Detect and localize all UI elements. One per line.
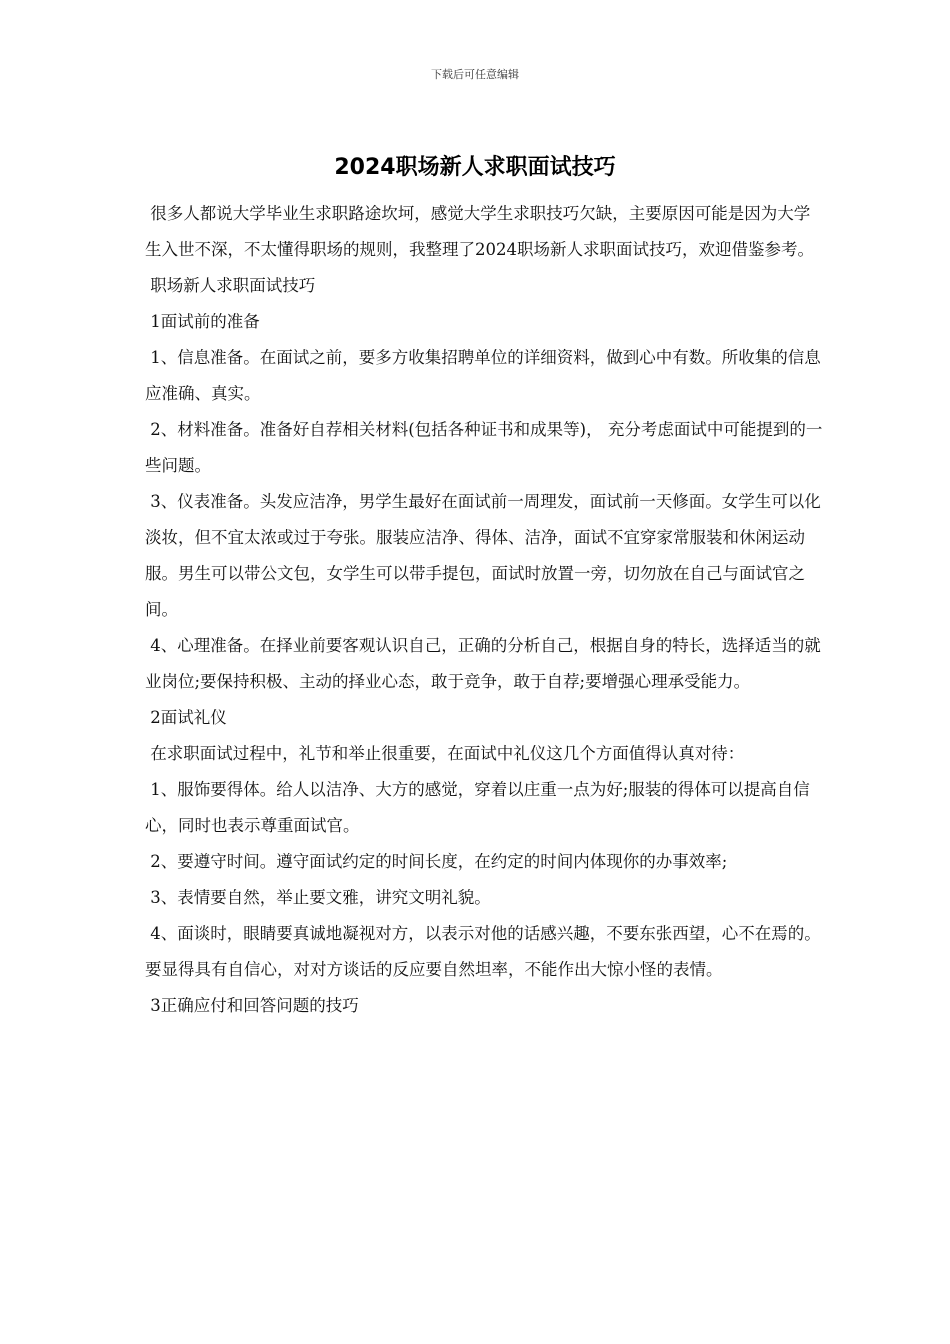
subsection-heading: 3正确应付和回答问题的技巧 [145, 996, 359, 1015]
body-paragraph: 在求职面试过程中，礼节和举止很重要，在面试中礼仪这几个方面值得认真对待： [145, 744, 745, 763]
intro-paragraph: 很多人都说大学毕业生求职路途坎坷，感觉大学生求职技巧欠缺，主要原因可能是因为大学生入世不深，不太懂得职场的规则，我整理了2024职场新人求职面试技巧，欢迎借鉴参考。 [145, 204, 814, 259]
body-paragraph: 2、要遵守时间。遵守面试约定的时间长度，在约定的时间内体现你的办事效率; [145, 852, 728, 871]
body-paragraph: 4、面谈时，眼睛要真诚地凝视对方，以表示对他的话感兴趣，不要东张西望，心不在焉的。要显得具有自信心，对对方谈话的反应要自然坦率，不能作出大惊小怪的表情。 [145, 924, 821, 979]
subsection-heading: 2面试礼仪 [145, 708, 227, 727]
body-paragraph: 3、仪表准备。头发应洁净，男学生最好在面试前一周理发，面试前一天修面。女学生可以化淡妆，但不宜太浓或过于夸张。服装应洁净、得体、洁净，面试不宜穿家常服装和休闲运动服。男生可以带公文包，女学生可以带手提包，面试时放置一旁，切勿放在自己与面试官之间。 [145, 492, 821, 619]
section-heading: 职场新人求职面试技巧 [145, 276, 316, 295]
document-title: 2024职场新人求职面试技巧 [334, 155, 616, 180]
body-paragraph: 2、材料准备。准备好自荐相关材料(包括各种证书和成果等)， 充分考虑面试中可能提到的一些问题。 [145, 420, 823, 475]
body-paragraph: 3、表情要自然，举止要文雅，讲究文明礼貌。 [145, 888, 491, 907]
body-paragraph: 1、信息准备。在面试之前，要多方收集招聘单位的详细资料，做到心中有数。所收集的信息应准确、真实。 [145, 348, 821, 403]
document-body [145, 196, 825, 1024]
subsection-heading: 1面试前的准备 [145, 312, 260, 331]
header-note: 下载后可任意编辑 [431, 68, 519, 81]
body-paragraph: 1、服饰要得体。给人以洁净、大方的感觉，穿着以庄重一点为好;服装的得体可以提高自信心，同时也表示尊重面试官。 [145, 780, 810, 835]
body-paragraph: 4、心理准备。在择业前要客观认识自己，正确的分析自己，根据自身的特长，选择适当的就业岗位;要保持积极、主动的择业心态，敢于竞争，敢于自荐;要增强心理承受能力。 [145, 636, 821, 691]
